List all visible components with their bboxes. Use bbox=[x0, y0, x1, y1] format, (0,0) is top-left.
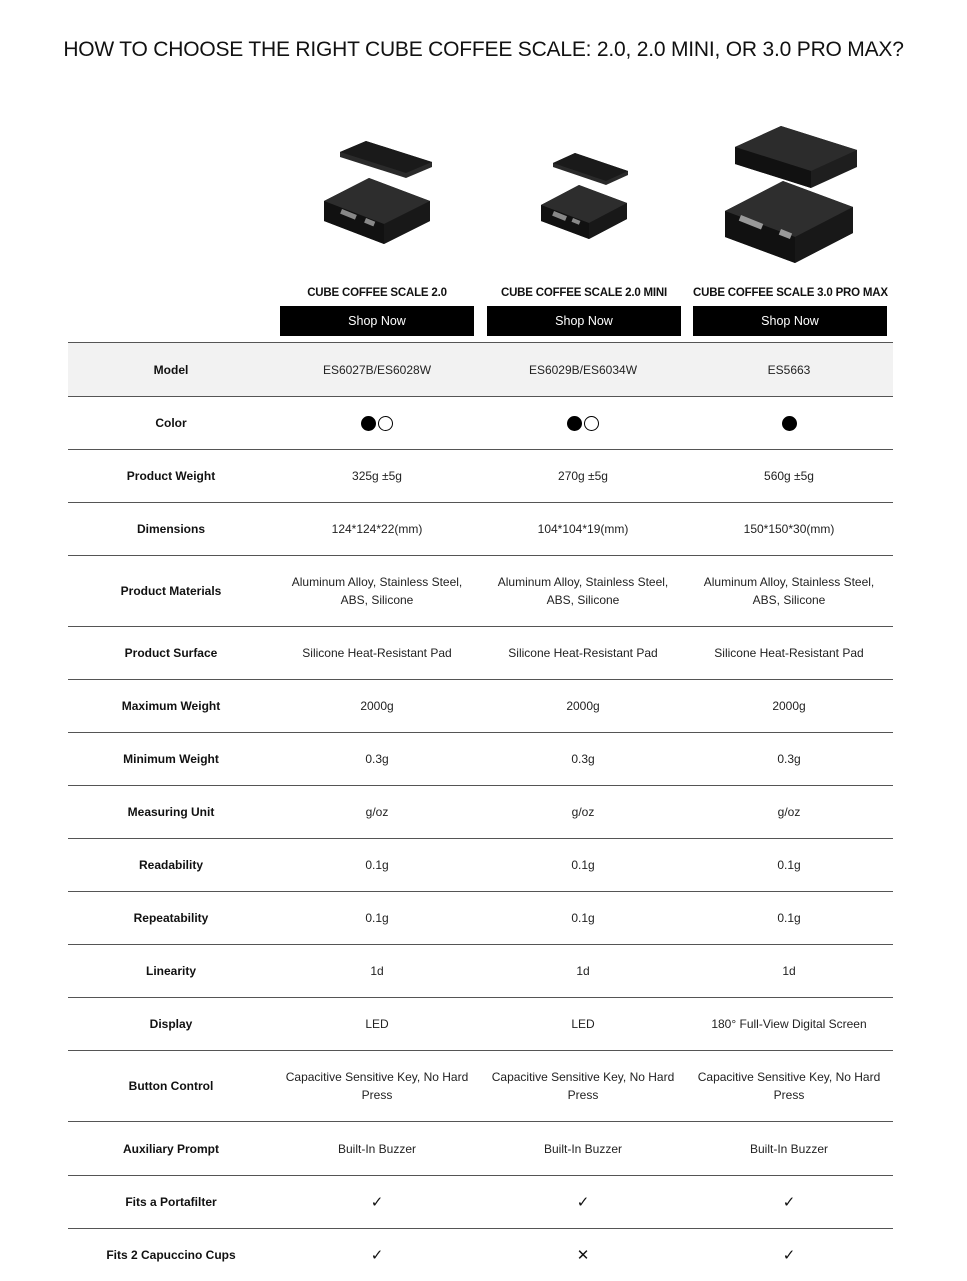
cell-value: Built-In Buzzer bbox=[543, 1141, 623, 1156]
cell-value: Silicone Heat-Resistant Pad bbox=[714, 646, 864, 660]
color-swatches bbox=[686, 397, 892, 449]
row-label: Linearity bbox=[145, 964, 196, 978]
white-swatch bbox=[378, 416, 393, 431]
table-row-display bbox=[68, 998, 893, 1051]
white-swatch bbox=[584, 416, 599, 431]
cell-value: 0.1g bbox=[777, 911, 801, 925]
row-label: Minimum Weight bbox=[123, 752, 219, 766]
check-icon: ✓ bbox=[782, 1193, 796, 1211]
table-row-maximum-weight bbox=[68, 680, 893, 733]
row-label: Product Surface bbox=[124, 646, 218, 660]
check-icon: ✓ bbox=[782, 1246, 796, 1264]
cell-value: Built-In Buzzer bbox=[749, 1141, 829, 1156]
cell-value: 2000g bbox=[566, 699, 600, 713]
cross-icon: ✕ bbox=[576, 1246, 590, 1264]
cell-value: 124*124*22(mm) bbox=[331, 522, 423, 536]
product-name: CUBE COFFEE SCALE 2.0 bbox=[307, 287, 447, 299]
shop-now-button[interactable]: Shop Now bbox=[487, 306, 681, 336]
cell-value: Aluminum Alloy, Stainless Steel, ABS, Silicone bbox=[703, 575, 875, 607]
row-label: Product Materials bbox=[120, 584, 222, 598]
row-label: Measuring Unit bbox=[127, 805, 215, 819]
row-label: Product Weight bbox=[126, 469, 216, 483]
row-label: Model bbox=[153, 362, 189, 377]
cell-value: 560g ±5g bbox=[764, 469, 814, 483]
cell-value: 0.3g bbox=[365, 752, 389, 766]
cell-value: ES6029B/ES6034W bbox=[528, 362, 638, 377]
row-label: Readability bbox=[138, 858, 204, 872]
table-row-fits-portafilter bbox=[68, 1176, 893, 1229]
cell-value: Capacitive Sensitive Key, No Hard Press bbox=[285, 1070, 469, 1102]
cell-value: 1d bbox=[370, 964, 384, 978]
product-column-cube-2-0 bbox=[280, 115, 474, 341]
cell-value bbox=[686, 1176, 892, 1228]
table-row-color bbox=[68, 397, 893, 450]
row-label: Dimensions bbox=[136, 522, 205, 536]
cell-value: g/oz bbox=[365, 805, 389, 819]
row-label: Auxiliary Prompt bbox=[122, 1141, 220, 1156]
cell-value: 1d bbox=[782, 964, 796, 978]
product-column-cube-2-0-mini bbox=[487, 115, 681, 341]
cell-value: g/oz bbox=[571, 805, 595, 819]
cell-value: LED bbox=[365, 1017, 389, 1031]
shop-now-button[interactable]: Shop Now bbox=[280, 306, 474, 336]
cell-value: 1d bbox=[576, 964, 590, 978]
cube-scale-3-0-pro-max-image bbox=[693, 115, 887, 275]
cell-value: 0.1g bbox=[365, 858, 389, 872]
color-swatches bbox=[480, 397, 686, 449]
cell-value: Capacitive Sensitive Key, No Hard Press bbox=[697, 1070, 881, 1102]
row-label: Display bbox=[149, 1017, 193, 1031]
cell-value: 0.1g bbox=[365, 911, 389, 925]
cell-value: Aluminum Alloy, Stainless Steel, ABS, Silicone bbox=[497, 575, 669, 607]
product-header bbox=[0, 115, 967, 341]
table-row-readability bbox=[68, 839, 893, 892]
check-icon: ✓ bbox=[370, 1193, 384, 1211]
cell-value: g/oz bbox=[777, 805, 801, 819]
product-name: CUBE COFFEE SCALE 3.0 PRO MAX bbox=[693, 287, 888, 299]
color-swatches bbox=[274, 397, 480, 449]
cell-value: 150*150*30(mm) bbox=[743, 522, 835, 536]
cube-scale-2-0-image bbox=[280, 115, 474, 275]
product-column-cube-3-0-pro-max bbox=[693, 115, 887, 341]
table-row-repeatability bbox=[68, 892, 893, 945]
table-row-model bbox=[68, 343, 893, 397]
cell-value: Capacitive Sensitive Key, No Hard Press bbox=[491, 1070, 675, 1102]
row-label: Fits 2 Capuccino Cups bbox=[106, 1248, 236, 1262]
cell-value: 270g ±5g bbox=[558, 469, 608, 483]
cube-scale-2-0-mini-image bbox=[487, 115, 681, 275]
cell-value: 0.1g bbox=[777, 858, 801, 872]
table-row-button-control bbox=[68, 1051, 893, 1122]
table-row-fits-cappuccino-cups bbox=[68, 1229, 893, 1281]
row-label: Repeatability bbox=[133, 911, 209, 925]
cell-value: 180° Full-View Digital Screen bbox=[711, 1017, 867, 1031]
table-row-product-surface bbox=[68, 627, 893, 680]
cell-value: ES6027B/ES6028W bbox=[322, 362, 432, 377]
table-row-product-weight bbox=[68, 450, 893, 503]
black-swatch bbox=[567, 416, 582, 431]
cell-value bbox=[274, 1176, 480, 1228]
check-icon: ✓ bbox=[576, 1193, 590, 1211]
table-row-auxiliary-prompt bbox=[68, 1122, 893, 1176]
table-row-linearity bbox=[68, 945, 893, 998]
row-label: Button Control bbox=[128, 1079, 214, 1093]
table-row-measuring-unit bbox=[68, 786, 893, 839]
cell-value bbox=[480, 1229, 686, 1281]
shop-now-button[interactable]: Shop Now bbox=[693, 306, 887, 336]
row-label: Color bbox=[155, 416, 187, 430]
cell-value: 0.3g bbox=[777, 752, 801, 766]
table-row-minimum-weight bbox=[68, 733, 893, 786]
black-swatch bbox=[361, 416, 376, 431]
check-icon: ✓ bbox=[370, 1246, 384, 1264]
cell-value: 0.3g bbox=[571, 752, 595, 766]
cell-value: 2000g bbox=[360, 699, 394, 713]
cell-value: 104*104*19(mm) bbox=[537, 522, 629, 536]
cell-value: Silicone Heat-Resistant Pad bbox=[302, 646, 452, 660]
cell-value bbox=[686, 1229, 892, 1281]
row-label: Fits a Portafilter bbox=[125, 1195, 217, 1209]
cell-value bbox=[480, 1176, 686, 1228]
page-title: HOW TO CHOOSE THE RIGHT CUBE COFFEE SCALE: 2.0, 2.0 MINI, OR 3.0 PRO MAX? bbox=[63, 38, 904, 61]
cell-value: 0.1g bbox=[571, 911, 595, 925]
cell-value: 325g ±5g bbox=[352, 469, 402, 483]
product-name: CUBE COFFEE SCALE 2.0 MINI bbox=[500, 287, 668, 299]
cell-value: ES5663 bbox=[767, 362, 811, 377]
spec-table bbox=[68, 342, 893, 1281]
cell-value: Silicone Heat-Resistant Pad bbox=[508, 646, 658, 660]
cell-value: Built-In Buzzer bbox=[337, 1141, 417, 1156]
cell-value bbox=[274, 1229, 480, 1281]
cell-value: LED bbox=[571, 1017, 595, 1031]
row-label: Maximum Weight bbox=[121, 699, 221, 713]
table-row-dimensions bbox=[68, 503, 893, 556]
cell-value: 0.1g bbox=[571, 858, 595, 872]
cell-value: 2000g bbox=[772, 699, 806, 713]
table-row-product-materials bbox=[68, 556, 893, 627]
cell-value: Aluminum Alloy, Stainless Steel, ABS, Silicone bbox=[291, 575, 463, 607]
black-swatch bbox=[782, 416, 797, 431]
